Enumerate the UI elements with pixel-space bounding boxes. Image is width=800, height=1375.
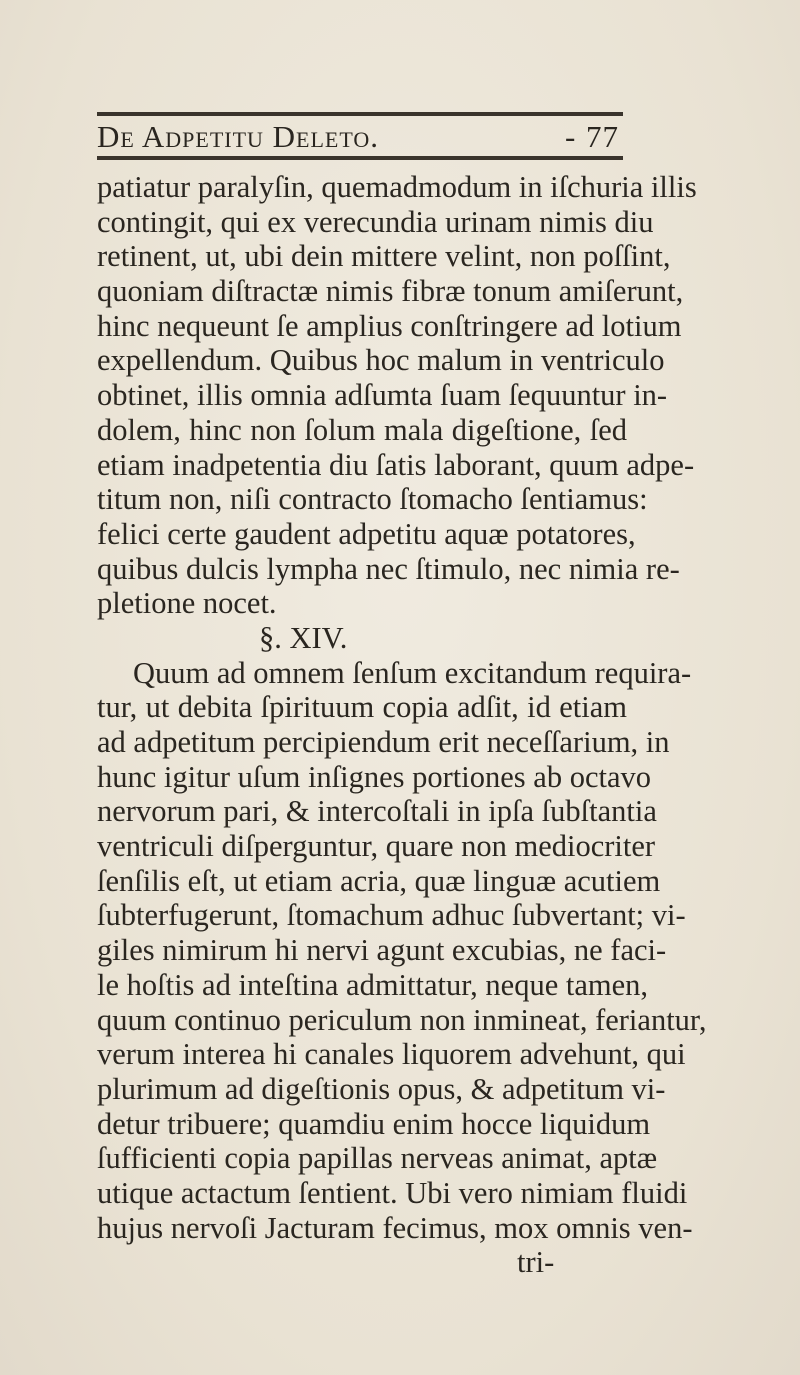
text-line: obtinet, illis omnia adſumta ſuam ſequuntur in-: [97, 378, 668, 413]
section-heading: §. XIV.: [259, 620, 348, 655]
text-line: felici certe gaudent adpetitu aquæ potatores,: [97, 516, 636, 551]
header-bottom-rule: [97, 156, 623, 160]
text-line: plurimum ad digeſtionis opus, & adpetitum vi-: [97, 1071, 666, 1106]
text-line: hinc nequeunt ſe amplius conſtringere ad lotium: [97, 308, 682, 343]
text-line: contingit, qui ex verecundia urinam nimis diu: [97, 204, 654, 239]
text-line: ventriculi diſperguntur, quare non mediocriter: [97, 829, 656, 864]
text-line: patiatur paralyſin, quemadmodum in iſchuria illis: [97, 170, 697, 204]
text-line: hujus nervoſi Jacturam fecimus, mox omnis ven-: [97, 1210, 693, 1245]
paragraph-1: [97, 170, 697, 621]
running-header: [97, 119, 623, 155]
text-line: le hoſtis ad inteſtina admittatur, neque tamen,: [97, 967, 649, 1002]
paragraph-2: [97, 655, 707, 1246]
header-dash: -: [565, 119, 577, 154]
text-line: utique actactum ſentient. Ubi vero nimiam fluidi: [97, 1175, 688, 1210]
text-line: quum continuo periculum non inmineat, feriantur,: [97, 1002, 707, 1037]
page-number: 77: [586, 119, 619, 154]
text-line: ſenſilis eſt, ut etiam acria, quæ linguæ acutiem: [97, 863, 661, 898]
text-line: dolem, hinc non ſolum mala digeſtione, ſed: [97, 412, 627, 447]
text-line: quibus dulcis lympha nec ſtimulo, nec nimia re-: [97, 551, 680, 586]
catchword: tri-: [517, 1245, 555, 1280]
text-line: tur, ut debita ſpirituum copia adſit, id etiam: [97, 690, 627, 725]
text-line: giles nimirum hi nervi agunt excubias, ne faci-: [97, 933, 667, 968]
text-line: ſubterfugerunt, ſtomachum adhuc ſubvertant; vi-: [97, 898, 686, 933]
text-line: retinent, ut, ubi dein mittere velint, non poſſint,: [97, 239, 671, 274]
body-text: [97, 170, 707, 1280]
text-line: quoniam diſtractæ nimis fibræ tonum amiſerunt,: [97, 274, 684, 309]
text-line: nervorum pari, & intercoſtali in ipſa ſubſtantia: [97, 794, 657, 829]
text-line: verum interea hi canales liquorem advehunt, qui: [97, 1037, 686, 1072]
text-line: ſufficienti copia papillas nerveas animat, aptæ: [97, 1141, 658, 1176]
text-line: Quum ad omnem ſenſum excitandum requira-: [133, 655, 692, 690]
text-line: detur tribuere; quamdiu enim hocce liquidum: [97, 1106, 651, 1141]
text-line: expellendum. Quibus hoc malum in ventriculo: [97, 343, 665, 378]
text-line: titum non, niſi contracto ſtomacho ſentiamus:: [97, 482, 648, 517]
text-line: pletione nocet.: [97, 586, 277, 621]
text-line: etiam inadpetentia diu ſatis laborant, quum adpe-: [97, 447, 695, 482]
text-line: ad adpetitum percipiendum erit neceſſarium, in: [97, 725, 670, 759]
text-line: hunc igitur uſum inſignes portiones ab octavo: [97, 759, 651, 794]
running-title: De Adpetitu Deleto.: [97, 119, 380, 154]
header-top-rule: [97, 112, 623, 116]
